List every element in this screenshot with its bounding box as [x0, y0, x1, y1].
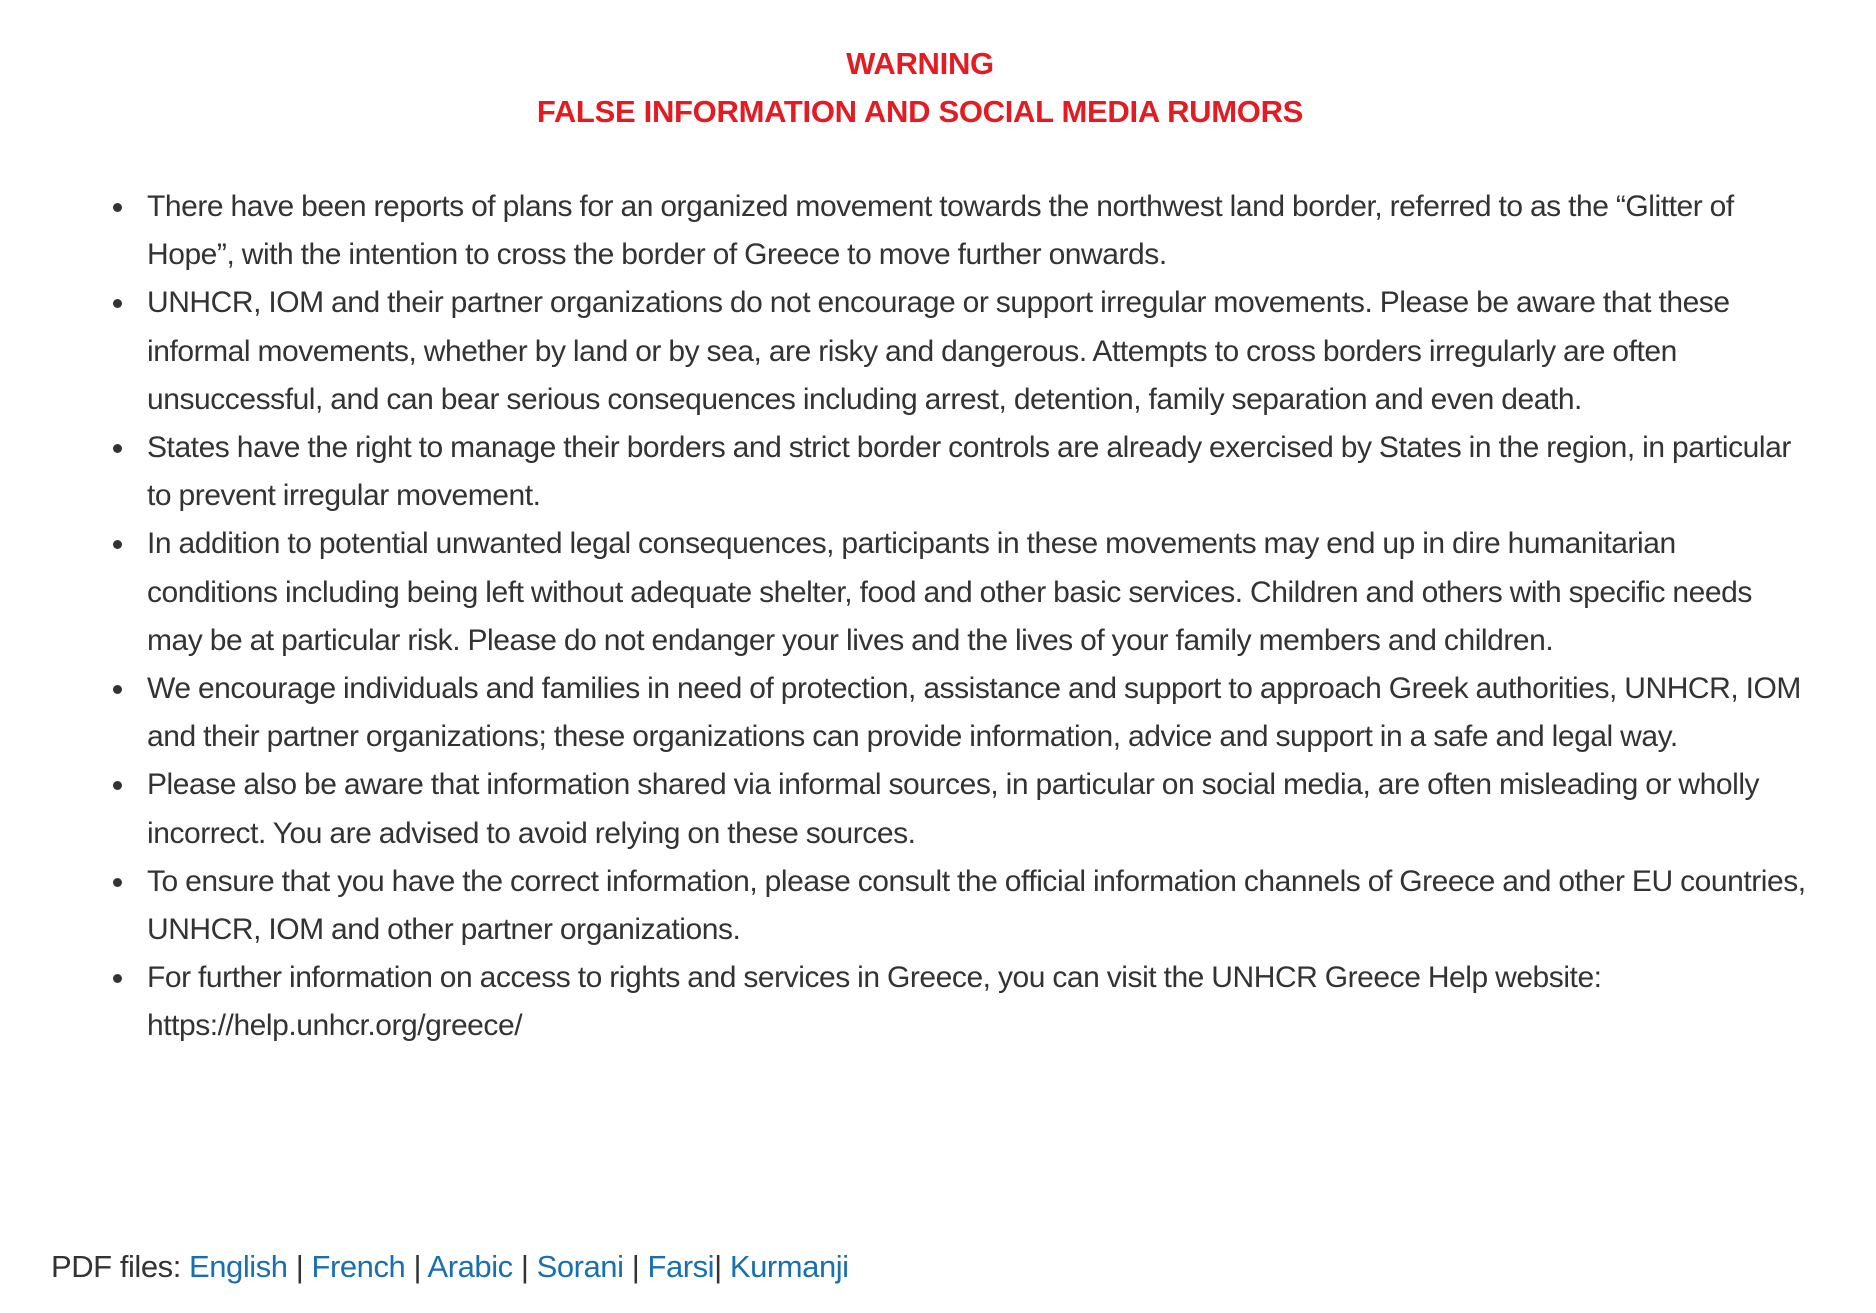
pdf-link-sorani[interactable]: Sorani — [536, 1249, 624, 1284]
pdf-link-french[interactable]: French — [311, 1249, 406, 1284]
heading-title-line: FALSE INFORMATION AND SOCIAL MEDIA RUMORS — [536, 94, 1304, 129]
list-item — [106, 279, 1806, 424]
list-item — [106, 954, 1806, 1050]
pdf-separator: | — [714, 1249, 730, 1284]
pdf-files-row — [51, 1243, 849, 1291]
pdf-link-kurmanji[interactable]: Kurmanji — [729, 1249, 849, 1284]
list-item-text: In addition to potential unwanted legal consequences, participants in these movements may end up in dire humanitarian conditions including being left without adequate shelter, food and other basic services. Children and others with specific needs may be at particular risk. Please do not endanger your lives and the lives of your family members and children. — [147, 527, 1752, 657]
pdf-link-english[interactable]: English — [189, 1249, 288, 1284]
bullet-dot-icon — [113, 685, 122, 694]
bullet-dot-icon — [113, 878, 122, 887]
list-item-text: UNHCR, IOM and their partner organizations do not encourage or support irregular movements. Please be aware that these informal movements, whether by land or by sea, are risky and dangerous. Attempts to cross borders irregularly are often unsuccessful, and can bear serious consequences including arrest, detention, family separation and even death. — [147, 286, 1730, 416]
pdf-link-arabic[interactable]: Arabic — [427, 1249, 513, 1284]
list-item-text: States have the right to manage their borders and strict border controls are already exercised by States in the region, in particular to prevent irregular movement. — [147, 431, 1791, 513]
list-item — [106, 761, 1806, 857]
pdf-separator: | — [405, 1249, 428, 1284]
bullet-dot-icon — [113, 299, 122, 308]
bullet-dot-icon — [113, 781, 122, 790]
pdf-separator: | — [287, 1249, 312, 1284]
list-item-text: To ensure that you have the correct information, please consult the official information channels of Greece and other EU countries, UNHCR, IOM and other partner organizations. — [147, 864, 1806, 947]
list-item-text: For further information on access to rights and services in Greece, you can visit the UNHCR Greece Help website: https://help.unhcr.org/greece/ — [147, 961, 1602, 1043]
list-item-text: Please also be aware that information shared via informal sources, in particular on social media, are often misleading or wholly incorrect. You are advised to avoid relying on these sources. — [147, 768, 1760, 850]
warning-heading — [0, 40, 1840, 136]
pdf-separator: | — [623, 1249, 648, 1284]
pdf-separator: | — [512, 1249, 537, 1284]
bullet-dot-icon — [113, 540, 122, 549]
heading-warning-line: WARNING — [846, 46, 994, 81]
list-item — [106, 424, 1806, 520]
bullet-dot-icon — [113, 203, 122, 212]
list-item-text: There have been reports of plans for an organized movement towards the northwest land border, referred to as the “Glitter of Hope”, with the intention to cross the border of Greece to move further onwards. — [147, 190, 1734, 272]
bullet-dot-icon — [113, 444, 122, 453]
list-item — [106, 665, 1806, 761]
list-item — [106, 183, 1806, 279]
pdf-link-farsi[interactable]: Farsi — [647, 1249, 715, 1284]
bullet-dot-icon — [113, 974, 122, 983]
list-item — [106, 520, 1806, 665]
list-item-text: We encourage individuals and families in need of protection, assistance and support to approach Greek authorities, UNHCR, IOM and their partner organizations; these organizations can provide information, advice and support in a safe and legal way. — [147, 672, 1801, 754]
pdf-files-label: PDF files: — [51, 1249, 190, 1284]
list-item — [106, 858, 1806, 954]
warning-bullet-list — [106, 183, 1806, 1051]
